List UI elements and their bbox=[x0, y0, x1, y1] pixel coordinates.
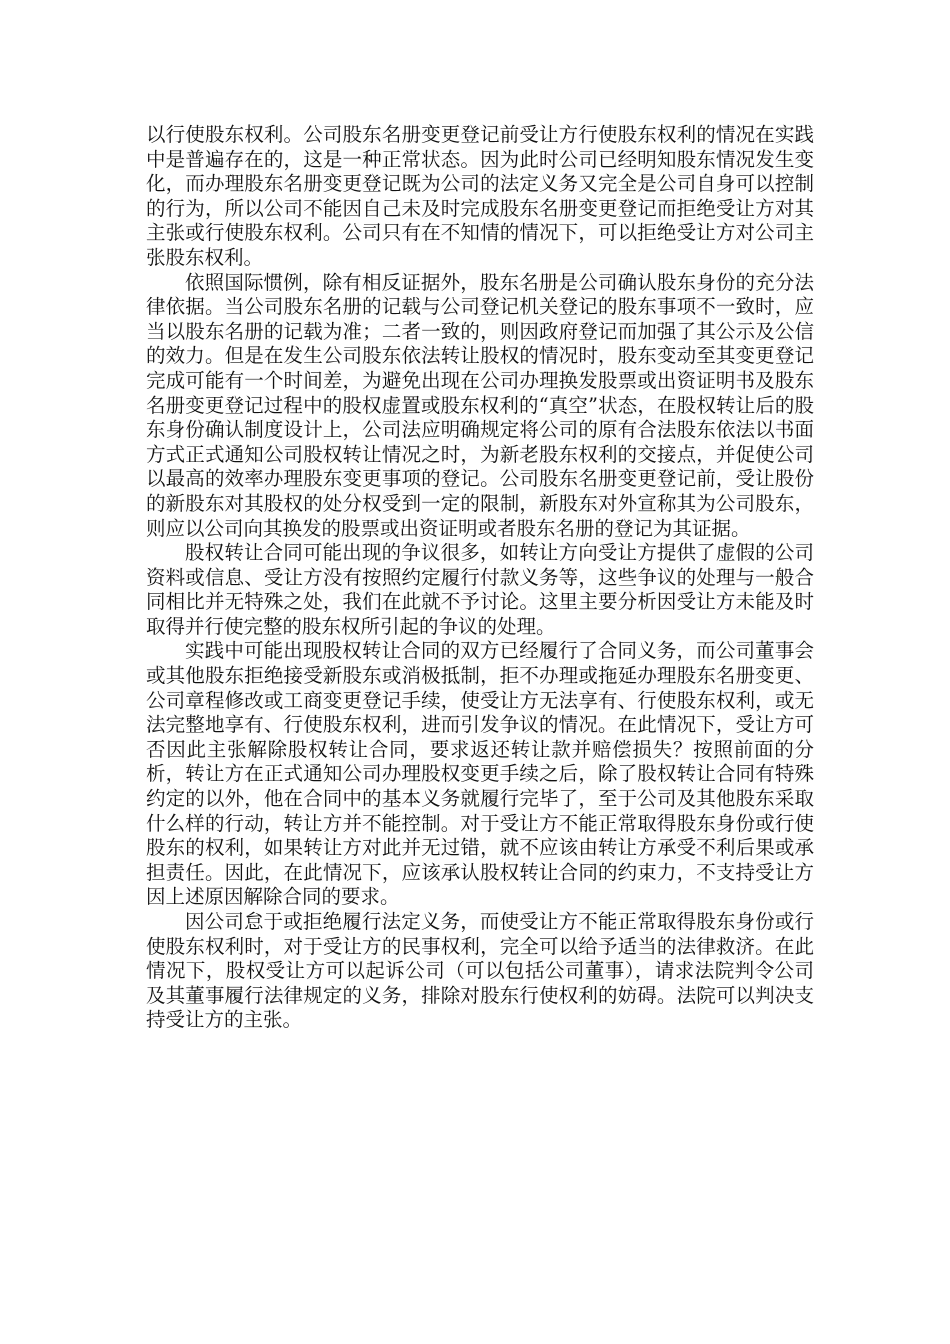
paragraph-transfer-disputes: 股权转让合同可能出现的争议很多，如转让方向受让方提供了虚假的公司资料或信息、受让方没有按照约定履行付款义务等，这些争议的处理与一般合同相比并无特殊之处，我们在此就不予讨论。这里主要分析因受让方未能及时取得并行使完整的股东权所引起的争议的处理。 bbox=[146, 541, 814, 638]
paragraph-legal-remedy: 因公司怠于或拒绝履行法定义务，而使受让方不能正常取得股东身份或行使股东权利时，对于受让方的民事权利，完全可以给予适当的法律救济。在此情况下，股权受让方可以起诉公司（可以包括公司董事），请求法院判令公司及其董事履行法律规定的义务，排除对股东行使权利的妨碍。法院可以判决支持受让方的主张。 bbox=[146, 910, 814, 1032]
paragraph-shareholder-register: 依照国际惯例，除有相反证据外，股东名册是公司确认股东身份的充分法律依据。当公司股东名册的记载与公司登记机关登记的股东事项不一致时，应当以股东名册的记载为准；二者一致的，则因政府登记而加强了其公示及公信的效力。但是在发生公司股东依法转让股权的情况时，股东变动至其变更登记完成可能有一个时间差，为避免出现在公司办理换发股票或出资证明书及股东名册变更登记过程中的股权虚置或股东权利的“真空”状态，在股权转让后的股东身份确认制度设计上，公司法应明确规定将公司的原有合法股东依法以书面方式正式通知公司股权转让情况之时，为新老股东权利的交接点，并促使公司以最高的效率办理股东变更事项的登记。公司股东名册变更登记前，受让股份的新股东对其股权的处分权受到一定的限制，新股东对外宣称其为公司股东，则应以公司向其换发的股票或出资证明或者股东名册的登记为其证据。 bbox=[146, 270, 814, 540]
document-body bbox=[146, 123, 814, 1033]
paragraph-practice-cases: 实践中可能出现股权转让合同的双方已经履行了合同义务，而公司董事会或其他股东拒绝接受新股东或消极抵制，拒不办理或拖延办理股东名册变更、公司章程修改或工商变更登记手续，使受让方无法享有、行使股东权利，或无法完整地享有、行使股东权利，进而引发争议的情况。在此情况下，受让方可否因此主张解除股权转让合同，要求返还转让款并赔偿损失？按照前面的分析，转让方在正式通知公司办理股权变更手续之后，除了股权转让合同有特殊约定的以外，他在合同中的基本义务就履行完毕了，至于公司及其他股东采取什么样的行动，转让方并不能控制。对于受让方不能正常取得股东身份或行使股东的权利，如果转让方对此并无过错，就不应该由转让方承受不利后果或承担责任。因此，在此情况下，应该承认股权转让合同的约束力，不支持受让方因上述原因解除合同的要求。 bbox=[146, 639, 814, 909]
paragraph-continuation: 以行使股东权利。公司股东名册变更登记前受让方行使股东权利的情况在实践中是普遍存在的，这是一种正常状态。因为此时公司已经明知股东情况发生变化，而办理股东名册变更登记既为公司的法定义务又完全是公司自身可以控制的行为，所以公司不能因自己未及时完成股东名册变更登记而拒绝受让方对其主张或行使股东权利。公司只有在不知情的情况下，可以拒绝受让方对公司主张股东权利。 bbox=[146, 123, 814, 269]
